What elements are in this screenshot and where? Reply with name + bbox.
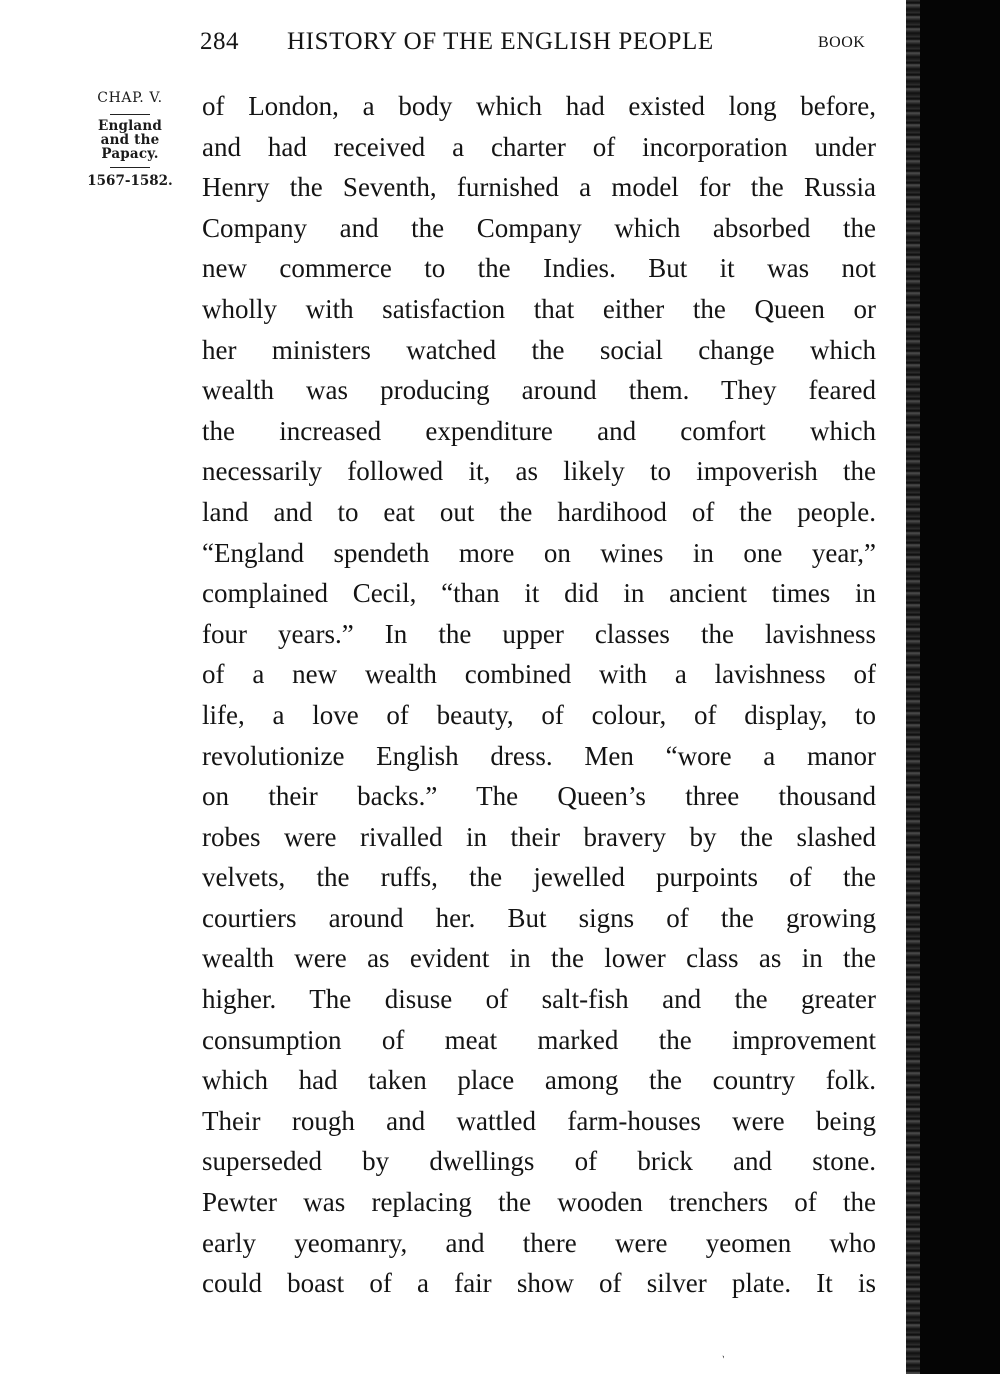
body-text <box>202 86 876 1304</box>
scan-edge-shadow <box>906 0 1000 1374</box>
text-line: robes were rivalled in their bravery by the slashed <box>202 821 876 852</box>
text-line: necessarily followed it, as likely to impoverish the <box>202 456 876 487</box>
margin-notes <box>80 88 180 190</box>
text-line: wealth were as evident in the lower class as in the <box>202 943 876 974</box>
text-line: consumption of meat marked the improvement <box>202 1024 876 1055</box>
text-line: wholly with satisfaction that either the Queen or <box>202 293 876 324</box>
text-line: land and to eat out the hardihood of the people. <box>202 496 876 527</box>
text-line: of London, a body which had existed long before, <box>202 91 876 121</box>
text-line: courtiers around her. But signs of the growing <box>202 902 876 933</box>
text-line: revolutionize English dress. Men “wore a manor <box>202 740 876 771</box>
chapter-label: CHAP. V. <box>97 90 163 106</box>
book-label: BOOK <box>818 34 866 51</box>
running-title: HISTORY OF THE ENGLISH PEOPLE <box>287 28 714 55</box>
text-line: complained Cecil, “than it did in ancient times in <box>202 578 876 609</box>
stray-ink-mark: ˎ <box>721 1345 732 1360</box>
text-line: on their backs.” The Queen’s three thousand <box>202 781 876 812</box>
text-line: wealth was producing around them. They feared <box>202 375 876 406</box>
text-line: which had taken place among the country folk. <box>202 1065 876 1096</box>
margin-topic-line: and the <box>100 132 160 148</box>
margin-topic-line: England <box>97 118 163 134</box>
text-line: four years.” In the upper classes the lavishness <box>202 618 876 649</box>
text-line: Henry the Seventh, furnished a model for the Russia <box>202 172 876 203</box>
text-line: “England spendeth more on wines in one year,” <box>202 537 876 568</box>
text-line: her ministers watched the social change which <box>202 334 876 365</box>
text-line: velvets, the ruffs, the jewelled purpoints of the <box>202 862 876 893</box>
text-line: Pewter was replacing the wooden trenchers of the <box>202 1187 876 1218</box>
text-line: the increased expenditure and comfort which <box>202 415 876 446</box>
scan-edge-fray <box>906 0 920 1374</box>
text-line: could boast of a fair show of silver plate. It is <box>202 1268 876 1299</box>
text-line: and had received a charter of incorporation under <box>202 131 876 162</box>
page-number: 284 <box>200 28 239 55</box>
text-line: early yeomanry, and there were yeomen who <box>202 1227 876 1258</box>
margin-rule <box>110 114 150 115</box>
margin-topic-line: Papacy. <box>101 146 159 162</box>
text-line: Company and the Company which absorbed the <box>202 212 876 243</box>
text-line: new commerce to the Indies. But it was not <box>202 253 876 284</box>
text-line: of a new wealth combined with a lavishness of <box>202 659 876 690</box>
text-line: life, a love of beauty, of colour, of display, to <box>202 699 876 730</box>
margin-rule <box>110 167 150 168</box>
text-line: Their rough and wattled farm-houses were being <box>202 1105 876 1136</box>
text-line: higher. The disuse of salt-fish and the greater <box>202 984 876 1015</box>
text-line: superseded by dwellings of brick and stone. <box>202 1146 876 1177</box>
running-head <box>0 22 906 62</box>
margin-dates: 1567-1582. <box>87 173 173 189</box>
